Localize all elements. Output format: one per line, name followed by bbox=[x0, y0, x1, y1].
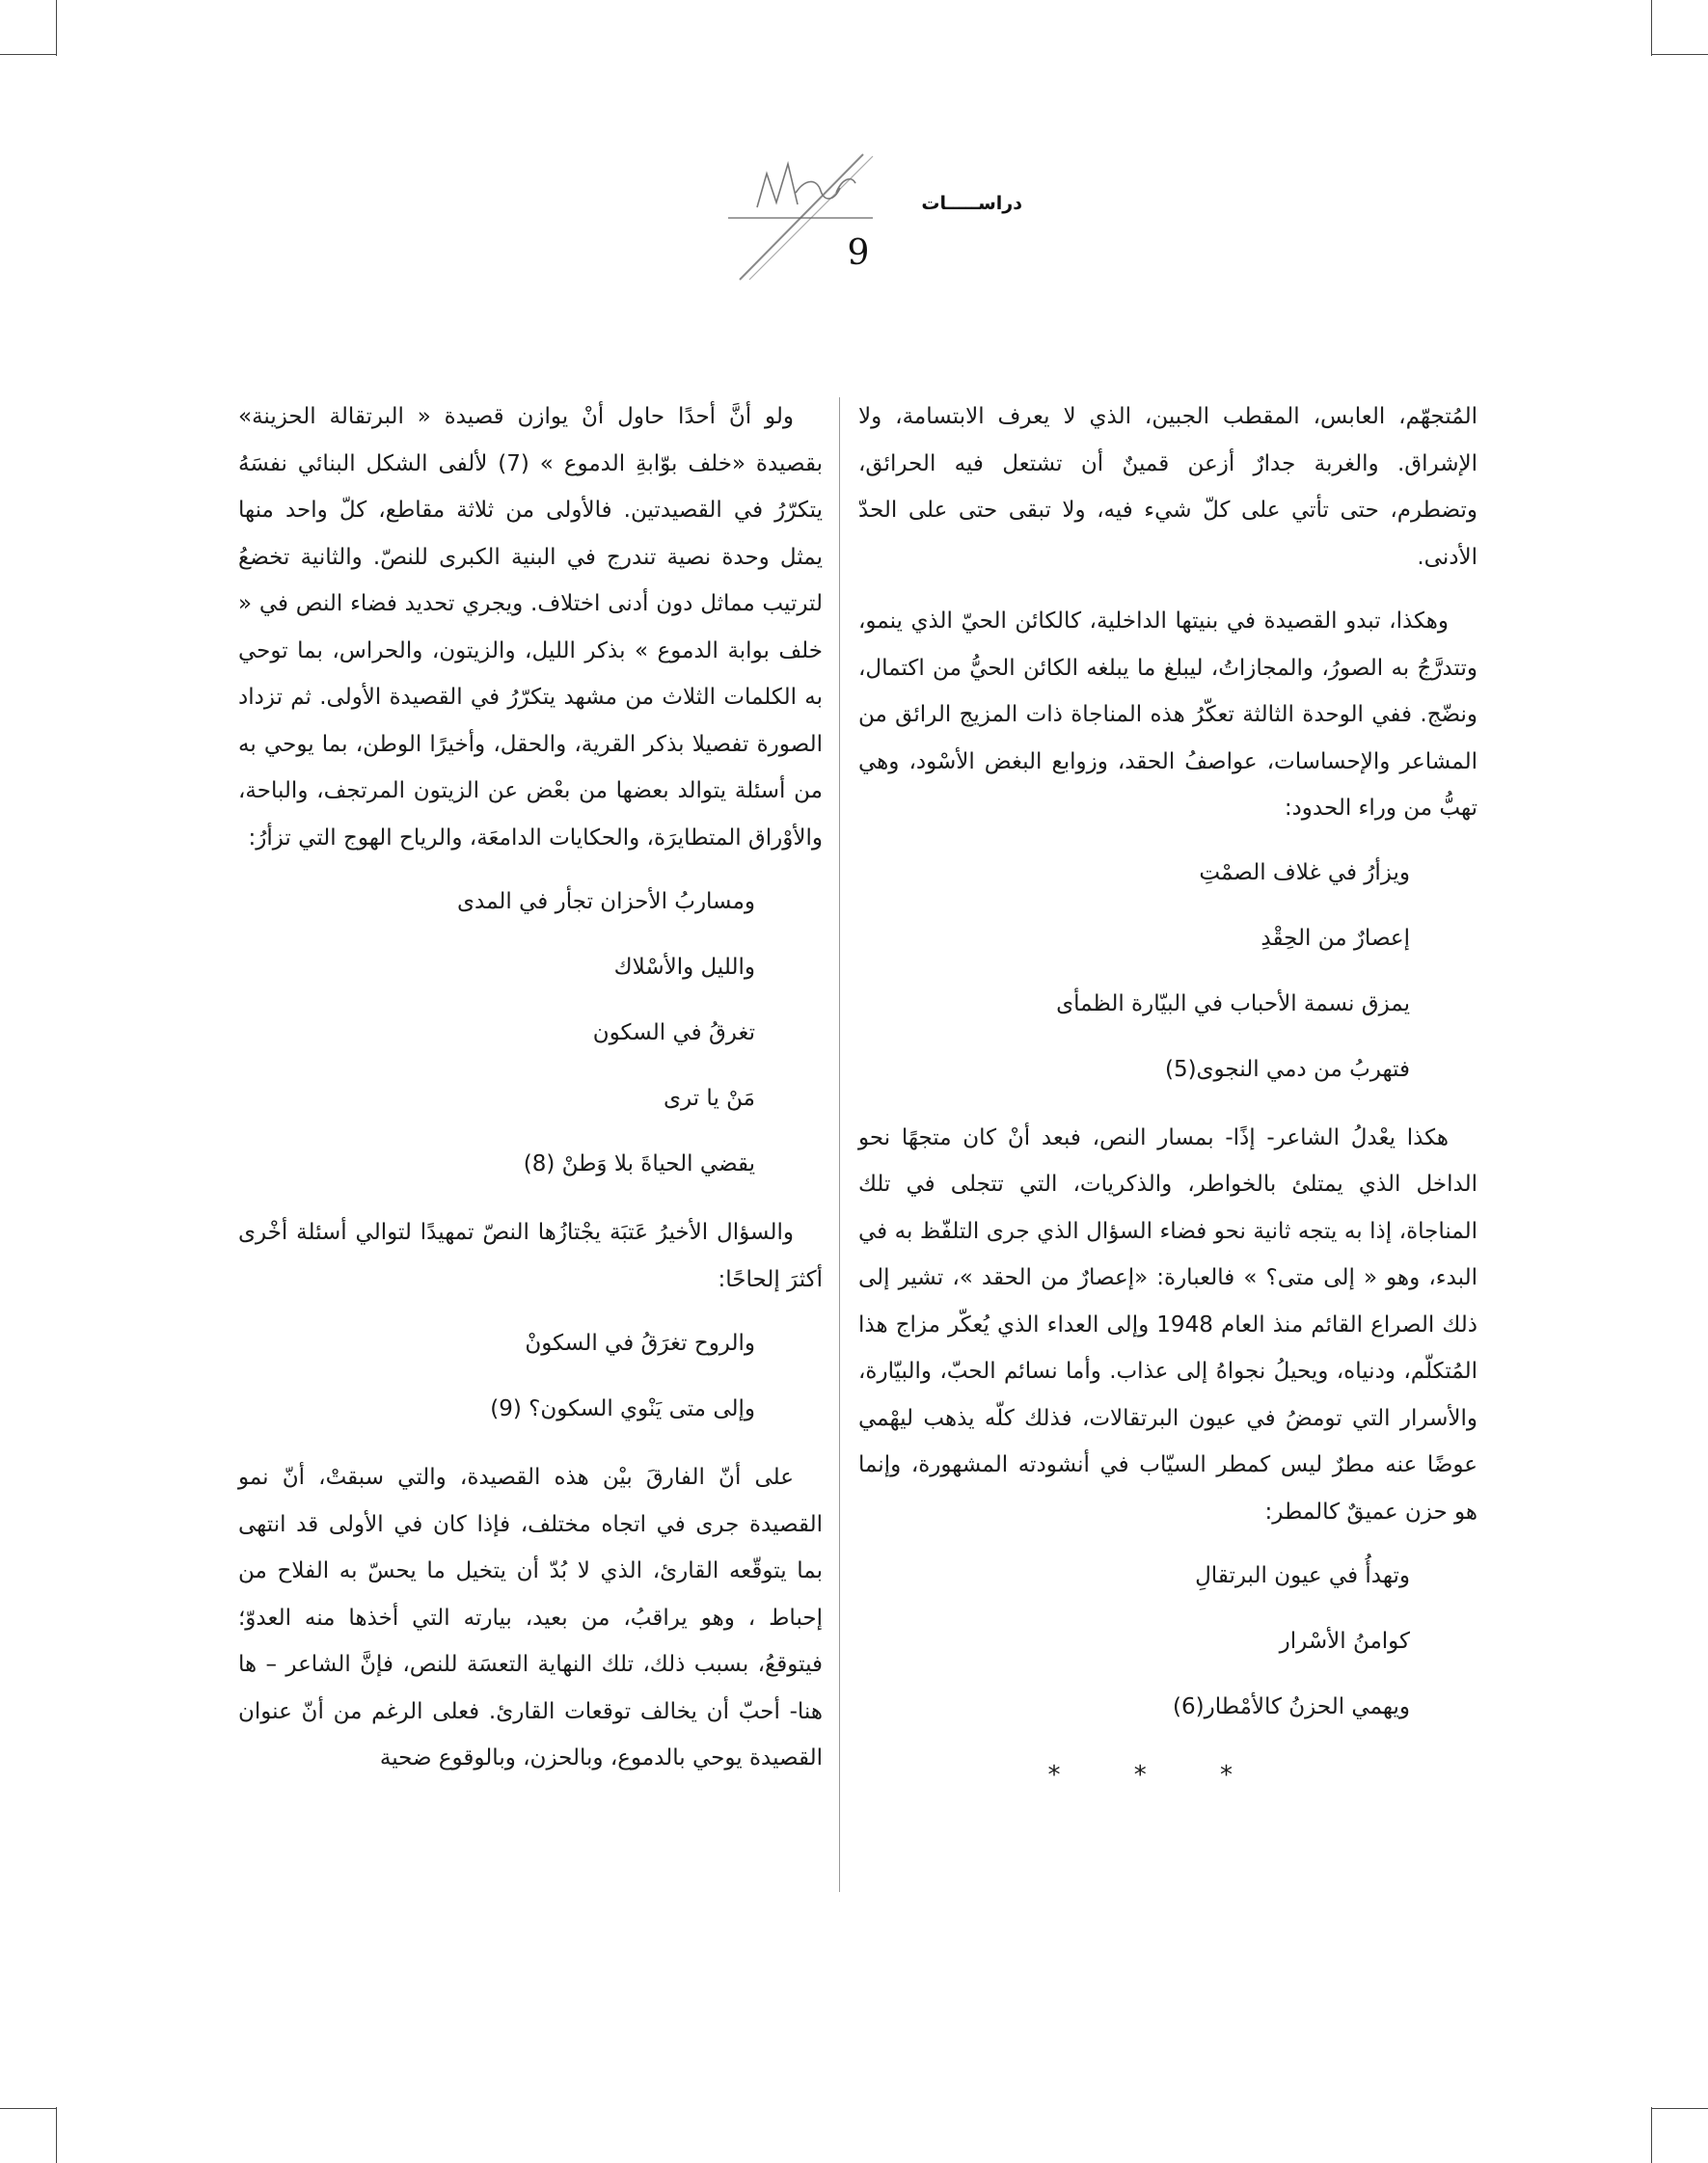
crop-mark bbox=[1652, 2108, 1708, 2109]
paragraph: ولو أنَّ أحدًا حاول أنْ يوازن قصيدة « البرتقالة الحزينة» بقصيدة «خلف بوّابةِ الدموع » (7) لألفى الشكل البنائي نفسَهُ يتكرّرُ في القصيدتين. فالأولى من ثلاثة مقاطع، كلّ واحد منها يمثل وحدة نصية تندرج في البنية الكبرى للنصّ. والثانية تخضعُ لترتيب مماثل دون أدنى اختلاف. ويجري تحديد فضاء النص في « خلف بوابة الدموع » بذكر الليل، والزيتون، والحراس، بما توحي به الكلمات الثلاث من مشهد يتكرّرُ في القصيدة الأولى. ثم تزداد الصورة تفصيلا بذكر القرية، والحقل، وأخيرًا الوطن، بما يوحي به من أسئلة يتوالد بعضها من بعْض عن الزيتون المرتجف، والباحة، والأوْراق المتطايرَة، والحكايات الدامعَة، والرياح الهوج التي تزأرُ: bbox=[238, 404, 823, 851]
crop-mark bbox=[0, 2108, 56, 2109]
verse-block bbox=[238, 1320, 823, 1432]
crop-mark bbox=[1651, 2107, 1652, 2163]
verse-line: يقضي الحياةَ بلا وَطنْ (8) bbox=[523, 1151, 755, 1176]
paragraph: المُتجهّم، العابس، المقطب الجبين، الذي لا يعرف الابتسامة، ولا الإشراق. والغربة جدارٌ أزعن قمينٌ أن تشتعل فيه الحرائق، وتضطرم، حتى تأتي على كلّ شيء فيه، ولا تبقى حتى على الحدّ الأدنى. bbox=[858, 404, 1478, 570]
verse-line: إعصارٌ من الحِقْدِ bbox=[1261, 925, 1410, 951]
crop-mark bbox=[1652, 54, 1708, 55]
paragraph: والسؤال الأخيرُ عَتبَة يجْتازُها النصّ تمهيدًا لتوالي أسئلة أخْرى أكثرَ إلحاحًا: bbox=[238, 1220, 823, 1292]
verse-line: ويهمي الحزنُ كالأمْطار(6) bbox=[1173, 1694, 1410, 1719]
page-number: 9 bbox=[847, 233, 870, 273]
verse-line: فتهربُ من دمي النجوى(5) bbox=[1164, 1056, 1410, 1082]
section-label: دراســـــات bbox=[921, 193, 1022, 214]
verse-block bbox=[238, 879, 823, 1187]
crop-mark bbox=[56, 2107, 57, 2163]
verse-line: يمزق نسمة الأحباب في البيّارة الظمأى bbox=[1056, 990, 1410, 1016]
crop-mark bbox=[56, 0, 57, 56]
verse-line: كوامنُ الأسْرار bbox=[1279, 1629, 1410, 1654]
verse-line: والروح تغرَقُ في السكونْ bbox=[525, 1331, 755, 1356]
paragraph: هكذا يعْدلُ الشاعر- إذًا- بمسار النص، فبعد أنْ كان متجهًا نحو الداخل الذي يمتلئ بالخواطر، والذكريات، التي تتجلى في تلك المناجاة، إذا به يتجه ثانية نحو فضاء السؤال الذي جرى التلفّظ به في البدء، وهو « إلى متى؟ » فالعبارة: «إعصارٌ من الحقد »، تشير إلى ذلك الصراع القائم منذ العام 1948 وإلى العداء الذي يُعكّر مزاج هذا المُتكلّم، ودنياه، ويحيلُ نجواهُ إلى عذاب. وأما نسائم الحبّ، والبيّارة، والأسرار التي تومضُ في عيون البرتقالات، فذلك كلّه يذهب ليهْمي عوضًا عنه مطرٌ ليس كمطر السيّاب في أنشودته المشهورة، وإنما هو حزن عميقٌ كالمطر: bbox=[858, 1124, 1478, 1525]
verse-line: ويزأرُ في غلاف الصمْتِ bbox=[1199, 859, 1410, 885]
verse-line: ومساربُ الأحزان تجأر في المدى bbox=[457, 889, 755, 914]
verse-line: مَنْ يا ترى bbox=[664, 1086, 755, 1111]
column-divider bbox=[839, 397, 840, 1892]
verse-line: وتهدأُ في عيون البرتقالِ bbox=[1195, 1563, 1410, 1588]
paragraph: وهكذا، تبدو القصيدة في بنيتها الداخلية، كالكائن الحيّ الذي ينمو، وتتدرَّجُ به الصورُ، والمجازاتُ، ليبلغ ما يبلغه الكائن الحيُّ من اكتمال، ونضّج. ففي الوحدة الثالثة تعكّرُ هذه المناجاة ذات المزيج الرائق من المشاعر والإحساسات، عواصفُ الحقد، وزوابع البغض الأسْود، وهي تهبُّ من وراء الحدود: bbox=[858, 608, 1478, 821]
crop-mark bbox=[0, 54, 56, 55]
left-column bbox=[238, 393, 823, 1799]
crop-mark bbox=[1651, 0, 1652, 56]
verse-block bbox=[858, 850, 1478, 1093]
verse-line: وإلى متى يَنْوي السكون؟ (9) bbox=[490, 1396, 755, 1421]
paragraph: على أنّ الفارقَ بيْن هذه القصيدة، والتي سبقتْ، أنّ نمو القصيدة جرى في اتجاه مختلف، فإذا كان في الأولى قد انتهى بما يتوقّعه القارئ، الذي لا بُدّ أن يتخيل ما يحسّ به الفلاح من إحباط ، وهو يراقبُ، من بعيد، بيارته التي أخذها منه العدوّ؛ فيتوقعُ، بسبب ذلك، تلك النهاية التعسَة للنص، فإنَّ الشاعر – ها هنا- أحبّ أن يخالف توقعات القارئ. فعلى الرغم من أنّ عنوان القصيدة يوحي بالدموع، وبالحزن، وبالوقوع ضحية bbox=[238, 1465, 823, 1771]
verse-line: تغرقُ في السكون bbox=[592, 1020, 755, 1045]
verse-block bbox=[858, 1553, 1478, 1730]
section-separator-stars: * * * bbox=[1047, 1761, 1265, 1790]
verse-line: والليل والأسْلاك bbox=[613, 955, 755, 980]
right-column bbox=[858, 393, 1478, 1799]
